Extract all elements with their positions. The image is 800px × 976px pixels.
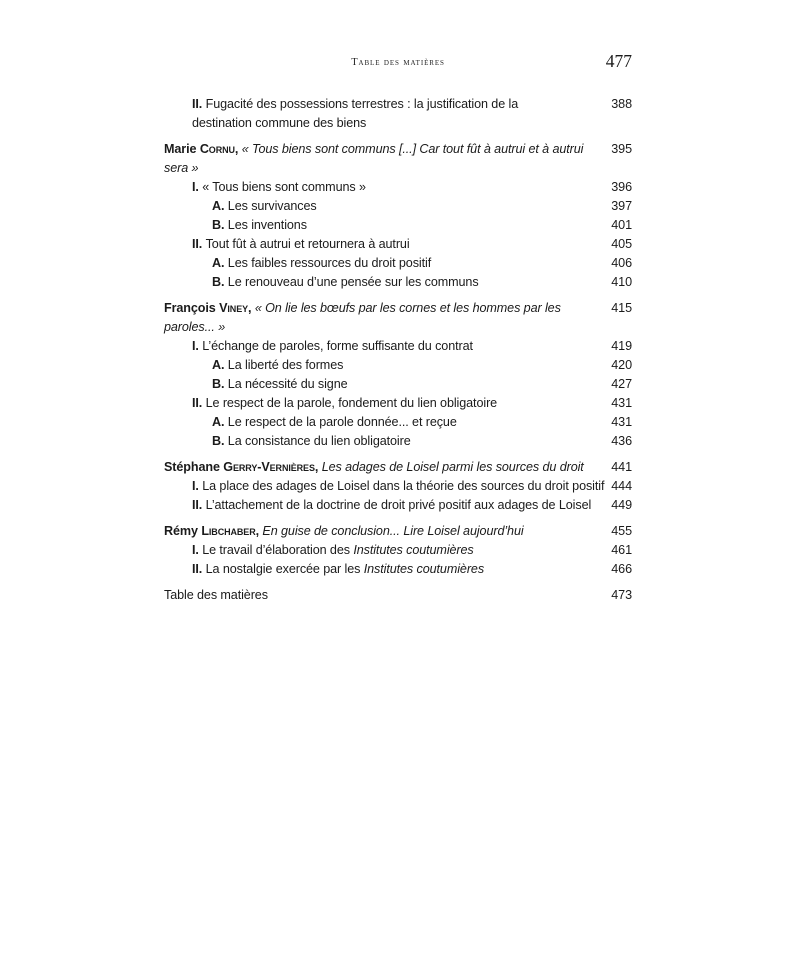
- toc-entry-text: A. Les survivances: [212, 199, 317, 213]
- toc-entry-page: 406: [606, 254, 632, 273]
- toc-entry: [164, 235, 632, 254]
- toc-entry-page: 436: [606, 432, 632, 451]
- toc-entry-page: 405: [606, 235, 632, 254]
- toc-entry-page: 449: [606, 496, 632, 515]
- toc-entry-text: François Viney, « On lie les bœufs par les cornes et les hommes par les paroles... »: [164, 301, 561, 334]
- toc-entry-text: Table des matières: [164, 588, 268, 602]
- toc-entry: [164, 496, 632, 515]
- toc-entry: [164, 458, 632, 477]
- toc-entry-text: A. Le respect de la parole donnée... et reçue: [212, 415, 457, 429]
- toc-entry-page: 395: [606, 140, 632, 159]
- toc-entry-text: B. Les inventions: [212, 218, 307, 232]
- toc-entry-text: A. Les faibles ressources du droit positif: [212, 256, 432, 270]
- toc-entry-text: A. La liberté des formes: [212, 358, 344, 372]
- toc-entry-text: II. La nostalgie exercée par les Institutes coutumières: [192, 562, 485, 576]
- toc-entry-page: 461: [606, 541, 632, 560]
- toc-entry-text: I. La place des adages de Loisel dans la théorie des sources du droit positif: [192, 479, 605, 493]
- toc-entry: [164, 337, 632, 356]
- toc-entry-page: 441: [606, 458, 632, 477]
- toc-entry-text: B. Le renouveau d’une pensée sur les communs: [212, 275, 479, 289]
- toc-entry-page: 388: [606, 95, 632, 114]
- toc-entry-page: 444: [606, 477, 632, 496]
- toc-entry-text: B. La nécessité du signe: [212, 377, 348, 391]
- toc-entry-page: 420: [606, 356, 632, 375]
- toc-entry: [164, 140, 632, 178]
- toc-entry: [164, 522, 632, 541]
- toc-entry-page: 431: [606, 394, 632, 413]
- toc-entry-text: II. Le respect de la parole, fondement du lien obligatoire: [192, 396, 498, 410]
- toc-entry-page: 401: [606, 216, 632, 235]
- toc-entry-text: I. Le travail d’élaboration des Institutes coutumières: [192, 543, 474, 557]
- toc-entry-text: I. L’échange de paroles, forme suffisante du contrat: [192, 339, 473, 353]
- toc-entry: [164, 375, 632, 394]
- page-number: 477: [605, 51, 632, 71]
- toc-entry: [164, 477, 632, 496]
- toc-entry: [164, 273, 632, 292]
- toc-entry-text: Rémy Libchaber, En guise de conclusion... Lire Loisel aujourd’hui: [164, 524, 524, 538]
- toc-entry-page: 427: [606, 375, 632, 394]
- toc-entry: [164, 356, 632, 375]
- toc-entry-page: 473: [606, 586, 632, 605]
- toc-entry-text: I. « Tous biens sont communs »: [192, 180, 366, 194]
- toc-entry: [164, 178, 632, 197]
- toc-entries: [164, 95, 632, 605]
- running-header-title: Table des matières: [351, 57, 445, 68]
- toc-entry: [164, 586, 632, 605]
- toc-entry-page: 466: [606, 560, 632, 579]
- toc-entry: [164, 299, 632, 337]
- toc-entry-page: 415: [606, 299, 632, 318]
- toc-entry-text: B. La consistance du lien obligatoire: [212, 434, 411, 448]
- toc-entry-page: 431: [606, 413, 632, 432]
- toc-entry-page: 396: [606, 178, 632, 197]
- running-header: [164, 50, 632, 72]
- toc-entry: [164, 95, 632, 133]
- toc-entry-page: 410: [606, 273, 632, 292]
- toc-entry: [164, 541, 632, 560]
- toc-entry: [164, 432, 632, 451]
- toc-entry: [164, 394, 632, 413]
- toc-entry: [164, 216, 632, 235]
- toc-entry-text: II. Tout fût à autrui et retournera à autrui: [192, 237, 410, 251]
- toc-entry: [164, 413, 632, 432]
- toc-entry-text: II. L’attachement de la doctrine de droit privé positif aux adages de Loisel: [192, 498, 592, 512]
- toc-entry-text: Marie Cornu, « Tous biens sont communs [...] Car tout fût à autrui et à autrui sera »: [164, 142, 584, 175]
- toc-entry-page: 419: [606, 337, 632, 356]
- toc-entry: [164, 254, 632, 273]
- toc-entry: [164, 197, 632, 216]
- toc-entry-page: 455: [606, 522, 632, 541]
- toc-entry-page: 397: [606, 197, 632, 216]
- toc-entry-text: Stéphane Gerry-Vernières, Les adages de Loisel parmi les sources du droit: [164, 460, 584, 474]
- toc-entry: [164, 560, 632, 579]
- text-block: [164, 50, 632, 605]
- toc-entry-text: II. Fugacité des possessions terrestres : la justification de la destination commune des biens: [192, 97, 519, 130]
